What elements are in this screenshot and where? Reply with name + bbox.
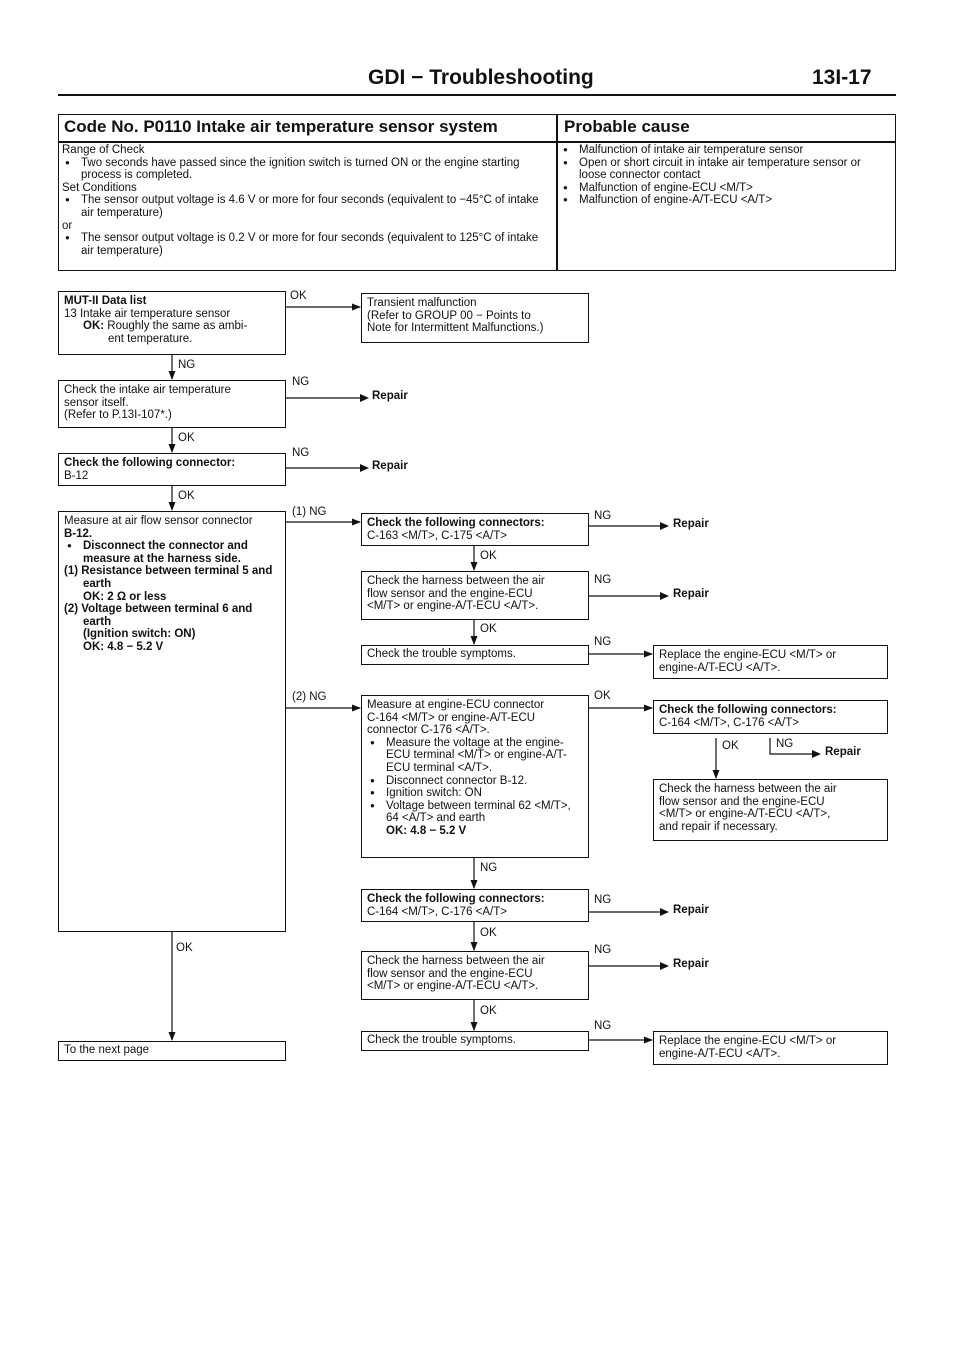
text-line: Check the trouble symptoms. xyxy=(367,648,516,660)
replace-ecu-2-box xyxy=(653,1031,888,1065)
bullet-item: ● Ignition switch: ON xyxy=(367,787,583,800)
text-line: connector C-176 <A/T>. xyxy=(367,724,490,737)
cause-item: ● Open or short circuit in intake air temperature sensor or loose connector contact xyxy=(560,157,890,182)
text-line: sensor itself. xyxy=(64,396,129,409)
ng-label: NG xyxy=(480,862,498,874)
probable-cause-title: Probable cause xyxy=(564,117,690,136)
text-line: Replace the engine-ECU <M/T> or xyxy=(659,649,837,661)
check-c164-right-box xyxy=(653,700,888,734)
text-line: and repair if necessary. xyxy=(659,820,778,833)
text-line: Check the harness between the air xyxy=(659,783,837,795)
text-line: C-164 <M/T>, C-176 <A/T> xyxy=(367,905,507,918)
step-1-ok: OK: 2 Ω or less xyxy=(83,590,167,603)
text-line: Check the following connector: xyxy=(64,457,236,469)
check-b12-box xyxy=(58,453,286,486)
trouble-symptoms-2-box xyxy=(361,1031,589,1051)
check-c164-box xyxy=(361,889,589,922)
check-sensor-box xyxy=(58,380,286,428)
ok-label: OK xyxy=(594,690,611,702)
set-heading: Set Conditions xyxy=(62,181,137,194)
ng-label: NG xyxy=(178,359,196,371)
ok-label: OK xyxy=(480,550,497,562)
text-line: engine-A/T-ECU <A/T>. xyxy=(659,1047,781,1060)
bullet-item: ● Disconnect the connector and measure at the harness side. xyxy=(64,540,280,565)
text-line: Check the harness between the air xyxy=(367,955,545,967)
step-1: (1) Resistance between terminal 5 and earth xyxy=(64,565,273,590)
bullet-item: ● Voltage between terminal 62 <M/T>, 64 <A/T> and earth xyxy=(367,800,583,825)
ng1-label: (1) NG xyxy=(292,506,327,518)
repair-label: Repair xyxy=(825,746,861,758)
step-2-ok: OK: 4.8 − 5.2 V xyxy=(83,640,164,653)
text-line: Transient malfunction xyxy=(367,297,477,309)
text-line: (Refer to P.13I-107*.) xyxy=(64,409,172,422)
text-line: Note for Intermittent Malfunctions.) xyxy=(367,322,544,335)
text-line: C-164 <M/T>, C-176 <A/T> xyxy=(659,716,799,729)
ng-label: NG xyxy=(594,574,612,586)
repair-label: Repair xyxy=(372,390,408,402)
repair-label: Repair xyxy=(673,588,709,600)
text-line: To the next page xyxy=(64,1044,150,1056)
repair-label: Repair xyxy=(673,518,709,530)
ok-label: OK xyxy=(178,432,195,444)
text-line: <M/T> or engine-A/T-ECU <A/T>, xyxy=(659,808,831,821)
text-line: Check the harness between the air xyxy=(367,575,545,587)
repair-label: Repair xyxy=(673,904,709,916)
set-condition-1: ● The sensor output voltage is 4.6 V or more for four seconds (equivalent to −45°C of intake air temperature) xyxy=(62,194,552,219)
text-line: B-12 xyxy=(64,469,89,482)
ok-criterion: OK: 4.8 − 5.2 V xyxy=(386,824,467,837)
transient-malfunction-box xyxy=(361,293,589,343)
repair-label: Repair xyxy=(673,958,709,970)
step-2: (2) Voltage between terminal 6 and earth xyxy=(64,603,253,628)
ng-label: NG xyxy=(292,376,310,388)
mut-data-list-box xyxy=(58,291,286,355)
range-heading: Range of Check xyxy=(62,144,145,156)
text-line: <M/T> or engine-A/T-ECU <A/T>. xyxy=(367,600,539,613)
check-c163-box xyxy=(361,513,589,546)
repair-label: Repair xyxy=(372,460,408,472)
text-line: Measure at engine-ECU connector xyxy=(367,699,545,711)
text-line: engine-A/T-ECU <A/T>. xyxy=(659,661,781,674)
check-harness-1-box xyxy=(361,571,589,620)
or-label: or xyxy=(62,219,73,232)
page-number: 13I-17 xyxy=(812,66,872,89)
text-line: Check the intake air temperature xyxy=(64,384,231,396)
text-line: flow sensor and the engine-ECU xyxy=(367,587,533,600)
ok-label: OK xyxy=(480,623,497,635)
bullet-item: ● Disconnect connector B-12. xyxy=(367,775,583,788)
ng-label: NG xyxy=(594,894,612,906)
measure-af-sensor-box xyxy=(58,511,286,932)
text-line: C-163 <M/T>, C-175 <A/T> xyxy=(367,529,507,542)
text-line: <M/T> or engine-A/T-ECU <A/T>. xyxy=(367,980,539,993)
ng-label: NG xyxy=(292,447,310,459)
ng2-label: (2) NG xyxy=(292,691,327,703)
text-line: Check the trouble symptoms. xyxy=(367,1034,516,1046)
mut-criterion-cont: ent temperature. xyxy=(108,332,193,345)
bullet-item: ● Measure the voltage at the engine-ECU terminal <M/T> or engine-A/T-ECU terminal <A/T>. xyxy=(367,737,583,775)
ng-label: NG xyxy=(594,510,612,522)
step-2-condition: (Ignition switch: ON) xyxy=(83,628,196,641)
ok-label: OK xyxy=(480,927,497,939)
text-line: B-12. xyxy=(64,527,93,540)
check-harness-3-box xyxy=(361,951,589,1000)
ng-label: NG xyxy=(776,738,794,750)
page-title: GDI − Troubleshooting xyxy=(368,66,594,89)
text-line: flow sensor and the engine-ECU xyxy=(659,795,825,808)
ng-label: NG xyxy=(594,944,612,956)
measure-ecu-box xyxy=(361,695,589,858)
ok-label: OK xyxy=(178,490,195,502)
text-line: Check the following connectors: xyxy=(367,517,545,529)
ng-label: NG xyxy=(594,1020,612,1032)
cause-item: ● Malfunction of engine-A/T-ECU <A/T> xyxy=(560,194,890,207)
ok-label: OK xyxy=(722,740,739,752)
ok-label: OK xyxy=(480,1005,497,1017)
ng-label: NG xyxy=(594,636,612,648)
text-line: Check the following connectors: xyxy=(367,893,545,905)
text-line: C-164 <M/T> or engine-A/T-ECU xyxy=(367,711,536,724)
text-line: Measure at air flow sensor connector xyxy=(64,515,253,527)
set-condition-2: ● The sensor output voltage is 0.2 V or more for four seconds (equivalent to 125°C of intake air temperature) xyxy=(62,232,552,257)
ok-label: OK: xyxy=(83,320,105,333)
text-line: Replace the engine-ECU <M/T> or xyxy=(659,1035,837,1047)
code-title: Code No. P0110 Intake air temperature sensor system xyxy=(64,117,498,136)
mut-heading: MUT-II Data list xyxy=(64,295,147,307)
next-page-box xyxy=(58,1041,286,1061)
range-item: ● Two seconds have passed since the ignition switch is turned ON or the engine starting process is completed. xyxy=(62,157,552,182)
trouble-symptoms-1-box xyxy=(361,645,589,665)
mut-item: 13 Intake air temperature sensor xyxy=(64,307,231,320)
cause-item: ● Malfunction of engine-ECU <M/T> xyxy=(560,182,890,195)
text-line: Check the following connectors: xyxy=(659,704,837,716)
cause-item: ● Malfunction of intake air temperature sensor xyxy=(560,144,890,157)
replace-ecu-1-box xyxy=(653,645,888,679)
ok-label: OK xyxy=(290,290,307,302)
ok-label: OK xyxy=(176,942,193,954)
text-line: (Refer to GROUP 00 − Points to xyxy=(367,309,531,322)
text-line: flow sensor and the engine-ECU xyxy=(367,967,533,980)
check-harness-2-box xyxy=(653,779,888,841)
mut-criterion: Roughly the same as ambi- xyxy=(107,320,248,333)
